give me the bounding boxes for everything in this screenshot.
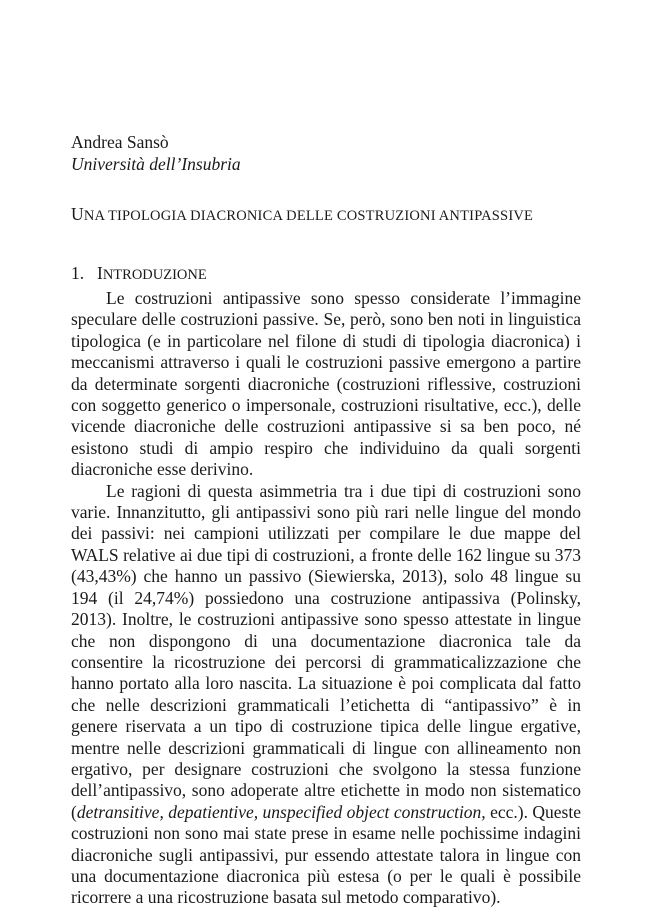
section-initial: I (97, 263, 103, 283)
article-title (71, 203, 533, 227)
section-heading (71, 262, 207, 286)
paragraph-2-text-after: ecc.). Queste costruzioni non sono mai state prese in esame nelle pochissime indagini diacroniche sugli antipassivi, pur essendo attestate talora in lingue con una documentazione diacronica più estesa (o per le quali è possibile ricorrere a una ricostruzione basata sul metodo comparativo). (71, 801, 581, 908)
title-initial: U (71, 204, 84, 224)
title-rest: NA TIPOLOGIA DIACRONICA DELLE COSTRUZIONI ANTIPASSIVE (83, 208, 534, 224)
section-number: 1. (71, 263, 85, 283)
author-affiliation: Università dell’Insubria (71, 154, 241, 174)
section-title-rest: NTRODUZIONE (102, 267, 207, 283)
author-name: Andrea Sansò (71, 132, 169, 152)
paragraph-2 (71, 481, 581, 909)
paragraph-2-text-before: Le ragioni di questa asimmetria tra i due tipi di costruzioni sono varie. Innanzitutto, gli antipassivi sono più rari nelle lingue del mondo dei passivi: nei campioni utilizzati per compilare le due mappe del WALS relative ai due tipi di costruzioni, a fronte delle 162 lingue su 373 (43,43%) che hanno un passivo (Siewierska, 2013), solo 48 lingue su 194 (il 24,74%) possiedono una costruzione antipassiva (Polinsky, 2013). Inoltre, le costruzioni antipassive sono spesso attestate in lingue che non dispongono di una documentazione diacronica tale da consentire la ricostruzione dei percorsi di grammaticalizzazione che hanno portato alla loro nascita. La situazione è poi complicata dal fatto che nelle descrizioni grammaticali l’etichetta di “antipassivo” è in genere riservata a un tipo di costruzione tipica delle lingue ergative, mentre nelle descrizioni grammaticali di lingue con allineamento non ergativo, per designare costruzioni che svolgono la stessa funzione dell’antipassivo, sono adoperate altre etichette in modo non sistematico ( (71, 480, 581, 822)
paragraph-2-italic-terms: detransitive, depatientive, unspecified object construction, (76, 801, 486, 822)
body-text (71, 288, 581, 909)
paragraph-1: Le costruzioni antipassive sono spesso considerate l’immagine speculare delle costruzioni passive. Se, però, sono ben noti in linguistica tipologica (e in particolare nel filone di studi di tipologia diacronica) i meccanismi attraverso i quali le costruzioni passive emergono a partire da determinate sorgenti diacroniche (costruzioni riflessive, costruzioni con soggetto generico o impersonale, costruzioni risultative, ecc.), delle vicende diacroniche delle costruzioni antipassive si sa ben poco, né esistono studi di ampio respiro che individuino da quali sorgenti diacroniche esse derivino. (71, 288, 581, 480)
